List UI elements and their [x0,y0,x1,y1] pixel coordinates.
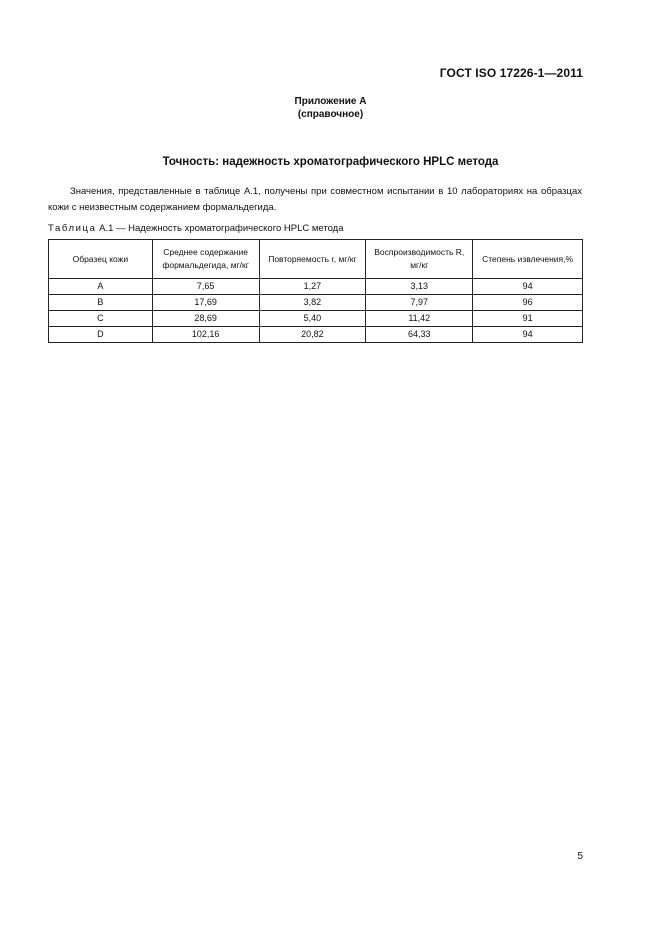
header-mean-content: Среднее содержание формальдегида, мг/кг [152,240,259,279]
cell-recovery: 96 [473,295,583,311]
precision-table [48,239,583,343]
annex-title: Приложение А [294,96,367,107]
cell-repeatability: 1,27 [259,279,366,295]
section-title: Точность: надежность хроматографического HPLC метода [162,156,499,168]
annex-heading [0,95,661,121]
cell-sample: B [49,295,153,311]
cell-repeatability: 5,40 [259,311,366,327]
table-row [49,327,583,343]
table-header-row [49,240,583,279]
table-row [49,311,583,327]
cell-mean-content: 17,69 [152,295,259,311]
table-caption-text: А.1 — Надежность хроматографического HPLC метода [96,223,344,234]
cell-mean-content: 28,69 [152,311,259,327]
table-caption-prefix: Таблица [48,223,97,234]
cell-reproducibility: 3,13 [366,279,473,295]
header-reproducibility: Воспроизводимость R, мг/кг [366,240,473,279]
cell-reproducibility: 64,33 [366,327,473,343]
cell-reproducibility: 7,97 [366,295,473,311]
table-caption [48,223,344,234]
cell-mean-content: 7,65 [152,279,259,295]
header-sample: Образец кожи [49,240,153,279]
page-number: 5 [577,851,583,862]
cell-sample: D [49,327,153,343]
cell-mean-content: 102,16 [152,327,259,343]
table-row [49,279,583,295]
cell-sample: C [49,311,153,327]
standard-code: ГОСТ ISO 17226-1—2011 [439,66,583,80]
cell-reproducibility: 11,42 [366,311,473,327]
header-recovery: Степень извлечения,% [473,240,583,279]
table-row [49,295,583,311]
body-paragraph: Значения, представленные в таблице А.1, получены при совместном испытании в 10 лабораториях на образцах кожи с неизвестным содержанием формальдегида. [48,186,582,213]
cell-recovery: 94 [473,279,583,295]
cell-sample: A [49,279,153,295]
cell-repeatability: 3,82 [259,295,366,311]
cell-recovery: 94 [473,327,583,343]
cell-recovery: 91 [473,311,583,327]
annex-subtitle: (справочное) [297,109,364,120]
cell-repeatability: 20,82 [259,327,366,343]
header-repeatability: Повторяемость r, мг/кг [259,240,366,279]
